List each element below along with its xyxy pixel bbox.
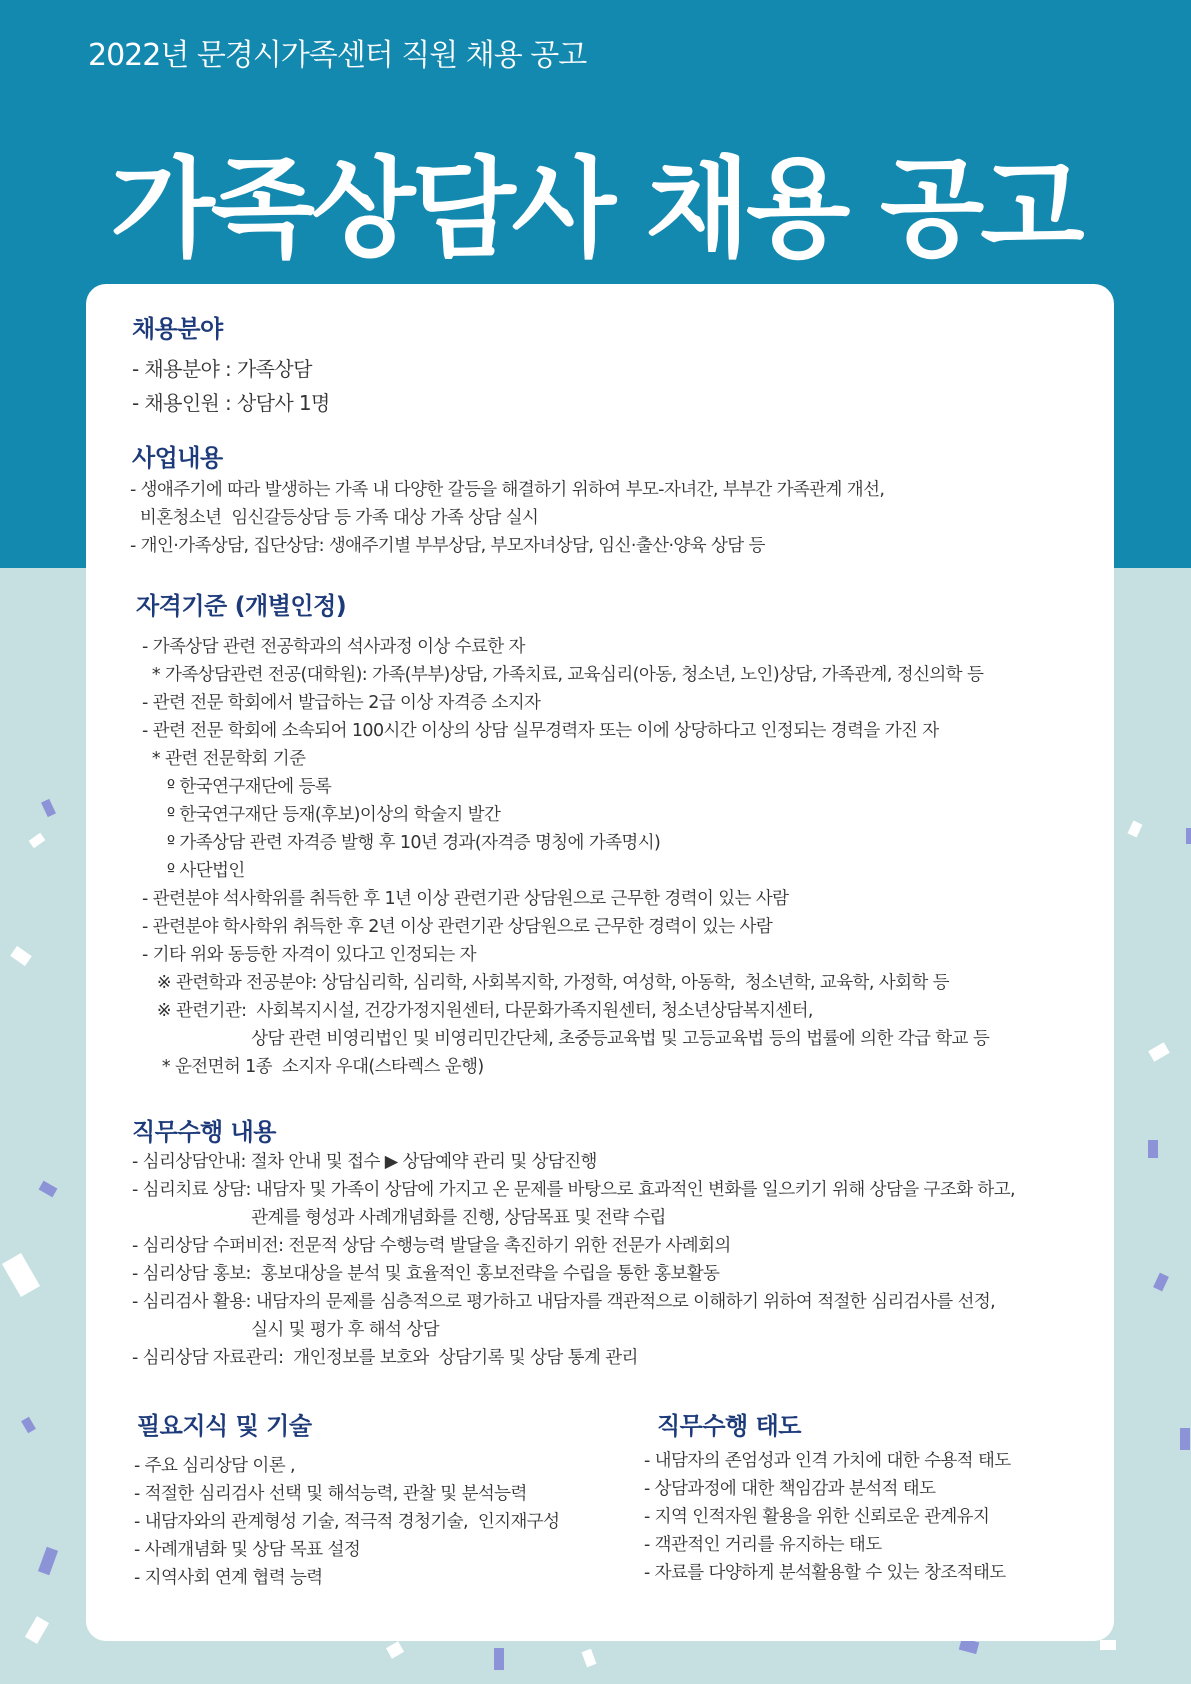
list-item: * 관련 전문학회 기준 (142, 749, 306, 769)
confetti-decoration (25, 1616, 49, 1644)
list-item: - 심리상담 자료관리: 개인정보를 보호와 상담기록 및 상담 통계 관리 (132, 1348, 638, 1368)
list-item: - 주요 심리상담 이론 , (134, 1456, 295, 1476)
list-item: * 운전면허 1종 소지자 우대(스타렉스 운행) (142, 1057, 484, 1077)
list-item: - 적절한 심리검사 선택 및 해석능력, 관찰 및 분석능력 (134, 1484, 527, 1504)
list-item: º 한국연구재단 등재(후보)이상의 학술지 발간 (142, 805, 501, 825)
list-item: - 객관적인 거리를 유지하는 태도 (644, 1535, 882, 1555)
confetti-decoration (1153, 1273, 1169, 1292)
list-item: ※ 관련학과 전공분야: 상담심리학, 심리학, 사회복지학, 가정학, 여성학, 아동학, 청소년학, 교육학, 사회학 등 (142, 973, 949, 993)
list-item: - 생애주기에 따라 발생하는 가족 내 다양한 갈등을 해결하기 위하여 부모-자녀간, 부부간 가족관계 개선, (130, 480, 885, 500)
list-item: - 가족상담 관련 전공학과의 석사과정 이상 수료한 자 (142, 637, 525, 657)
list-item: - 관련분야 학사학위 취득한 후 2년 이상 관련기관 상담원으로 근무한 경력이 있는 사람 (142, 917, 773, 937)
list-item: º 가족상담 관련 자격증 발행 후 10년 경과(자격증 명칭에 가족명시) (142, 833, 661, 853)
list-item: 비혼청소년 임신갈등상담 등 가족 대상 가족 상담 실시 (130, 508, 539, 528)
list-item: - 지역사회 연계 협력 능력 (134, 1568, 323, 1588)
list-item: - 관련분야 석사학위를 취득한 후 1년 이상 관련기관 상담원으로 근무한 경력이 있는 사람 (142, 889, 789, 909)
section-heading-duties: 직무수행 내용 (132, 1118, 276, 1146)
confetti-decoration (38, 1547, 58, 1576)
list-item: - 심리검사 활용: 내담자의 문제를 심층적으로 평가하고 내담자를 객관적으로 이해하기 위하여 적절한 심리검사를 선정, (132, 1292, 996, 1312)
list-item: - 채용분야 : 가족상담 (132, 357, 312, 381)
knowledge-list (134, 1452, 559, 1592)
confetti-decoration (494, 1648, 504, 1670)
confetti-decoration (39, 1181, 58, 1198)
list-item: - 내담자와의 관계형성 기술, 적극적 경청기술, 인지재구성 (134, 1512, 560, 1532)
confetti-decoration (1148, 1140, 1158, 1158)
recruit-field-list (132, 352, 330, 420)
list-item: - 심리상담안내: 절차 안내 및 접수 ▶ 상담예약 관리 및 상담진행 (132, 1152, 597, 1172)
attitude-list (644, 1447, 1011, 1587)
list-item: - 상담과정에 대한 책임감과 분석적 태도 (644, 1479, 936, 1499)
section-heading-recruit-field: 채용분야 (132, 315, 223, 343)
list-item: - 내담자의 존엄성과 인격 가치에 대한 수용적 태도 (644, 1451, 1011, 1471)
confetti-decoration (1128, 821, 1143, 838)
qualification-list (142, 633, 989, 1081)
list-item: * 가족상담관련 전공(대학원): 가족(부부)상담, 가족치료, 교육심리(아동, 청소년, 노인)상담, 가족관계, 정신의학 등 (142, 665, 984, 685)
page-subtitle: 2022년 문경시가족센터 직원 채용 공고 (88, 38, 587, 73)
list-item: - 사례개념화 및 상담 목표 설정 (134, 1540, 361, 1560)
confetti-decoration (1100, 1640, 1116, 1650)
list-item: - 기타 위와 동등한 자격이 있다고 인정되는 자 (142, 945, 476, 965)
section-heading-knowledge: 필요지식 및 기술 (137, 1412, 312, 1440)
confetti-decoration (41, 799, 56, 817)
list-item: - 심리상담 홍보: 홍보대상을 분석 및 효율적인 홍보전략을 수립을 통한 홍보활동 (132, 1264, 720, 1284)
confetti-decoration (582, 1649, 597, 1667)
section-heading-attitude: 직무수행 태도 (657, 1412, 801, 1440)
confetti-decoration (1180, 1428, 1190, 1450)
list-item: - 지역 인적자원 활용을 위한 신뢰로운 관계유지 (644, 1507, 990, 1527)
section-heading-business: 사업내용 (132, 444, 223, 472)
business-list (130, 476, 884, 560)
list-item: - 심리치료 상담: 내담자 및 가족이 상담에 가지고 온 문제를 바탕으로 효과적인 변화를 일으키기 위해 상담을 구조화 하고, (132, 1180, 1015, 1200)
list-item: ※ 관련기관: 사회복지시설, 건강가정지원센터, 다문화가족지원센터, 청소년상담복지센터, (142, 1001, 813, 1021)
confetti-decoration (2, 1253, 40, 1297)
confetti-decoration (386, 1641, 404, 1658)
list-item: º 사단법인 (142, 861, 245, 881)
list-item: 상담 관련 비영리법인 및 비영리민간단체, 초중등교육법 및 고등교육법 등의 법률에 의한 각급 학교 등 (142, 1029, 990, 1049)
duties-list (132, 1148, 1015, 1372)
confetti-decoration (10, 946, 32, 966)
list-item: - 심리상담 수퍼비전: 전문적 상담 수행능력 발달을 촉진하기 위한 전문가 사례회의 (132, 1236, 731, 1256)
list-item: - 관련 전문 학회에서 발급하는 2급 이상 자격증 소지자 (142, 693, 541, 713)
confetti-decoration (1186, 828, 1191, 844)
list-item: - 자료를 다양하게 분석활용할 수 있는 창조적태도 (644, 1563, 1006, 1583)
confetti-decoration (21, 1417, 36, 1434)
list-item: 관계를 형성과 사례개념화를 진행, 상담목표 및 전략 수립 (132, 1208, 666, 1228)
section-heading-qualification: 자격기준 (개별인정) (136, 592, 347, 620)
list-item: 실시 및 평가 후 해석 상담 (132, 1320, 439, 1340)
confetti-decoration (29, 833, 46, 848)
list-item: º 한국연구재단에 등록 (142, 777, 332, 797)
list-item: - 관련 전문 학회에 소속되어 100시간 이상의 상담 실무경력자 또는 이에 상당하다고 인정되는 경력을 가진 자 (142, 721, 939, 741)
list-item: - 채용인원 : 상담사 1명 (132, 391, 330, 415)
page-title: 가족상담사 채용 공고 (110, 147, 1081, 272)
list-item: - 개인·가족상담, 집단상담: 생애주기별 부부상담, 부모자녀상담, 임신·출산·양육 상담 등 (130, 536, 765, 556)
confetti-decoration (1148, 1042, 1170, 1061)
